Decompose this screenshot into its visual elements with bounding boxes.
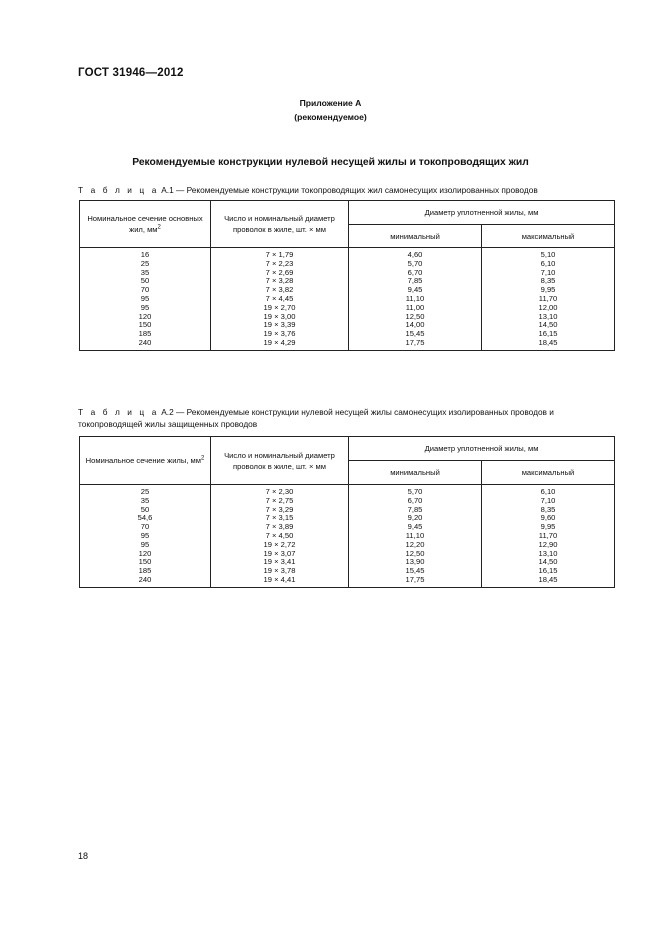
cross-section-cell: 35: [80, 269, 211, 278]
min-diameter-cell: 7,85: [349, 506, 482, 515]
max-diameter-cell: 11,70: [482, 532, 615, 541]
table1-col2-header: Число и номинальный диаметр проволок в жиле, шт. × мм: [211, 201, 349, 248]
section-title: Рекомендуемые конструкции нулевой несущей жилы и токопроводящих жил: [132, 157, 529, 168]
min-diameter-cell: 5,70: [349, 485, 482, 497]
standard-header: ГОСТ 31946—2012: [78, 67, 184, 79]
wires-cell: 19 × 3,07: [211, 550, 349, 559]
max-diameter-cell: 13,10: [482, 550, 615, 559]
table-row: [80, 523, 615, 532]
table2-col2-header: Число и номинальный диаметр проволок в жиле, шт. × мм: [211, 437, 349, 485]
min-diameter-cell: 11,00: [349, 304, 482, 313]
max-diameter-cell: 6,10: [482, 260, 615, 269]
min-diameter-cell: 17,75: [349, 339, 482, 350]
wires-cell: 19 × 4,41: [211, 576, 349, 587]
min-diameter-cell: 9,45: [349, 286, 482, 295]
table-row: [80, 277, 615, 286]
table-row: [80, 330, 615, 339]
max-diameter-cell: 13,10: [482, 313, 615, 322]
min-diameter-cell: 9,45: [349, 523, 482, 532]
table-row: [80, 514, 615, 523]
table-row: [80, 248, 615, 260]
table2-caption-text-2: токопроводящей жилы защищенных проводов: [78, 419, 258, 429]
cross-section-cell: 95: [80, 295, 211, 304]
min-diameter-cell: 6,70: [349, 497, 482, 506]
wires-cell: 7 × 3,29: [211, 506, 349, 515]
wires-cell: 7 × 2,75: [211, 497, 349, 506]
cross-section-cell: 240: [80, 576, 211, 587]
table1-caption-text: А.1 — Рекомендуемые конструкции токопроводящих жил самонесущих изолированных проводов: [161, 185, 538, 195]
table-row: [80, 295, 615, 304]
min-diameter-cell: 13,90: [349, 558, 482, 567]
min-diameter-cell: 7,85: [349, 277, 482, 286]
cross-section-cell: 95: [80, 541, 211, 550]
wires-cell: 19 × 3,00: [211, 313, 349, 322]
wires-cell: 7 × 1,79: [211, 248, 349, 260]
max-diameter-cell: 9,95: [482, 286, 615, 295]
annex-title: Приложение А: [299, 98, 362, 108]
wires-cell: 7 × 2,69: [211, 269, 349, 278]
max-diameter-cell: 14,50: [482, 558, 615, 567]
cross-section-cell: 50: [80, 277, 211, 286]
table2-col1-header: Номинальное сечение жилы, $мм^2$: [80, 437, 211, 485]
max-diameter-cell: 12,00: [482, 304, 615, 313]
min-diameter-cell: 12,50: [349, 313, 482, 322]
table2-caption: [78, 406, 554, 430]
wires-cell: 19 × 3,78: [211, 567, 349, 576]
table-row: [80, 286, 615, 295]
max-diameter-cell: 12,90: [482, 541, 615, 550]
wires-cell: 7 × 2,30: [211, 485, 349, 497]
min-diameter-cell: 15,45: [349, 330, 482, 339]
table2-max-header: максимальный: [482, 461, 615, 485]
max-diameter-cell: 16,15: [482, 567, 615, 576]
wires-cell: 7 × 3,28: [211, 277, 349, 286]
cross-section-cell: 185: [80, 567, 211, 576]
cross-section-cell: 185: [80, 330, 211, 339]
cross-section-cell: 54,6: [80, 514, 211, 523]
max-diameter-cell: 18,45: [482, 339, 615, 350]
max-diameter-cell: 7,10: [482, 269, 615, 278]
table-row: [80, 321, 615, 330]
annex-status: (рекомендуемое): [294, 112, 367, 122]
cross-section-cell: 70: [80, 523, 211, 532]
wires-cell: 7 × 4,45: [211, 295, 349, 304]
table-row: [80, 576, 615, 587]
min-diameter-cell: 15,45: [349, 567, 482, 576]
table2-label: Т а б л и ц а: [78, 407, 159, 417]
wires-cell: 19 × 2,72: [211, 541, 349, 550]
wires-cell: 19 × 2,70: [211, 304, 349, 313]
max-diameter-cell: 6,10: [482, 485, 615, 497]
min-diameter-cell: 14,00: [349, 321, 482, 330]
cross-section-cell: 95: [80, 304, 211, 313]
table2-min-header: минимальный: [349, 461, 482, 485]
table2-body: [80, 485, 615, 588]
max-diameter-cell: 11,70: [482, 295, 615, 304]
min-diameter-cell: 5,70: [349, 260, 482, 269]
min-diameter-cell: 11,10: [349, 295, 482, 304]
max-diameter-cell: 14,50: [482, 321, 615, 330]
wires-cell: 19 × 4,29: [211, 339, 349, 350]
page-number: 18: [78, 851, 89, 861]
table-row: [80, 532, 615, 541]
cross-section-cell: 70: [80, 286, 211, 295]
cross-section-cell: 150: [80, 558, 211, 567]
table-row: [80, 567, 615, 576]
wires-cell: 19 × 3,76: [211, 330, 349, 339]
table-row: [80, 485, 615, 497]
cross-section-cell: 50: [80, 506, 211, 515]
table1-col1-header: Номинальное сечение основных жил, $мм^2$: [80, 201, 211, 248]
annex-heading: [0, 96, 661, 124]
table1-col3-header: Диаметр уплотненной жилы, мм: [349, 201, 615, 225]
max-diameter-cell: 16,15: [482, 330, 615, 339]
table-row: [80, 339, 615, 350]
cross-section-cell: 120: [80, 313, 211, 322]
min-diameter-cell: 4,60: [349, 248, 482, 260]
min-diameter-cell: 11,10: [349, 532, 482, 541]
wires-cell: 19 × 3,39: [211, 321, 349, 330]
max-diameter-cell: 18,45: [482, 576, 615, 587]
table-row: [80, 269, 615, 278]
wires-cell: 7 × 3,15: [211, 514, 349, 523]
table2: [79, 436, 615, 588]
table-row: [80, 550, 615, 559]
table1-max-header: максимальный: [482, 225, 615, 248]
max-diameter-cell: 9,95: [482, 523, 615, 532]
cross-section-cell: 25: [80, 485, 211, 497]
table1-label: Т а б л и ц а: [78, 185, 159, 195]
cross-section-cell: 95: [80, 532, 211, 541]
max-diameter-cell: 5,10: [482, 248, 615, 260]
table-row: [80, 304, 615, 313]
table1-min-header: минимальный: [349, 225, 482, 248]
cross-section-cell: 150: [80, 321, 211, 330]
cross-section-cell: 25: [80, 260, 211, 269]
min-diameter-cell: 9,20: [349, 514, 482, 523]
min-diameter-cell: 17,75: [349, 576, 482, 587]
cross-section-cell: 16: [80, 248, 211, 260]
cross-section-cell: 35: [80, 497, 211, 506]
table1-body: [80, 248, 615, 351]
table-row: [80, 558, 615, 567]
table-row: [80, 313, 615, 322]
wires-cell: 7 × 3,89: [211, 523, 349, 532]
table-row: [80, 260, 615, 269]
cross-section-cell: 120: [80, 550, 211, 559]
min-diameter-cell: 6,70: [349, 269, 482, 278]
wires-cell: 7 × 3,82: [211, 286, 349, 295]
min-diameter-cell: 12,50: [349, 550, 482, 559]
table-row: [80, 497, 615, 506]
min-diameter-cell: 12,20: [349, 541, 482, 550]
table2-col3-header: Диаметр уплотненной жилы, мм: [349, 437, 615, 461]
max-diameter-cell: 8,35: [482, 277, 615, 286]
max-diameter-cell: 9,60: [482, 514, 615, 523]
max-diameter-cell: 8,35: [482, 506, 615, 515]
table1: [79, 200, 615, 351]
wires-cell: 7 × 2,23: [211, 260, 349, 269]
table-row: [80, 541, 615, 550]
wires-cell: 7 × 4,50: [211, 532, 349, 541]
max-diameter-cell: 7,10: [482, 497, 615, 506]
table1-caption: [78, 184, 538, 196]
table2-caption-text: А.2 — Рекомендуемые конструкции нулевой несущей жилы самонесущих изолированных проводов и: [161, 407, 554, 417]
wires-cell: 19 × 3,41: [211, 558, 349, 567]
cross-section-cell: 240: [80, 339, 211, 350]
table-row: [80, 506, 615, 515]
